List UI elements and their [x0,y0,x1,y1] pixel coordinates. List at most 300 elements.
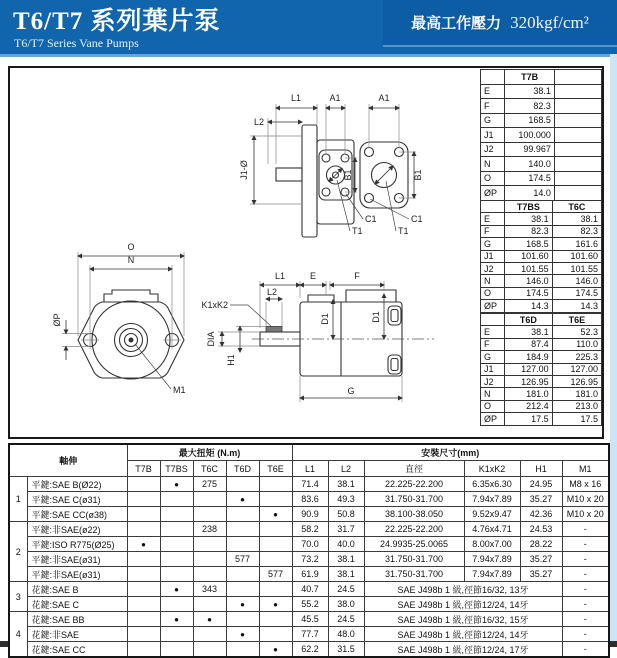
cell: 7.94x7.89 [464,552,520,567]
cell: 31.750-31.700 [364,492,464,507]
group-number: 2 [9,522,27,582]
cell [160,567,193,582]
cell: 35.27 [520,567,562,582]
dim-value: 82.3 [552,225,601,237]
dim-key: J1 [481,128,505,143]
table-row [9,537,609,552]
dim-label-l2-top: L2 [253,117,264,127]
dim-value: 87.4 [505,338,553,350]
cell: SAE J498b 1 級,徑節12/24, 14牙 [364,597,562,612]
dim-label-b1-1: B1 [343,169,353,181]
cell: 24.95 [520,477,562,492]
callout-t1-1: T1 [352,226,363,236]
shaft-type: 平鍵:SAE C(ø31) [27,492,127,507]
dim-row [481,287,602,299]
cell [259,522,292,537]
cell: SAE J498b 1 級,徑節16/32, 15牙 [364,612,562,627]
cell: 31.5 [328,642,364,658]
cell [193,627,226,642]
cell: 275 [193,477,226,492]
cell: 55.2 [292,597,328,612]
dim-value: 17.5 [552,413,601,425]
table-row [9,612,609,627]
dim-label-d1-2: D1 [371,311,381,323]
dim-key: G [481,351,505,363]
col-header: T7B [127,461,160,477]
col-header: T6D [226,461,259,477]
cell: ● [160,612,193,627]
cell [127,522,160,537]
dim-key: N [481,275,505,287]
table-row [9,507,609,522]
dim-label-o: O [127,242,135,252]
cell: 9.52x9.47 [464,507,520,522]
cell: 343 [193,582,226,597]
cell [481,201,505,213]
dim-value: 101.60 [505,250,553,262]
dim-value: 38.1 [505,84,555,99]
dim-key: O [481,171,505,186]
cell [226,642,259,658]
dim-row [481,238,602,250]
dim-row [481,363,602,375]
cell: - [562,642,609,658]
dim-label-a1-1: A1 [329,93,341,103]
dim-value: 168.5 [505,238,553,250]
dim-row [481,375,602,387]
dim-key: O [481,287,505,299]
dim-row [481,186,602,201]
cell: - [562,552,609,567]
cell [259,627,292,642]
dim-row [481,262,602,274]
callout-t1-2: T1 [398,226,409,236]
cell: - [562,522,609,537]
cell [127,567,160,582]
dim-key: ØP [481,413,505,425]
cell [259,477,292,492]
drawing-box [8,66,604,439]
col-header: L2 [328,461,364,477]
dim-row [481,213,602,225]
dim-label-l1-top: L1 [290,93,302,103]
col-header: M1 [562,461,609,477]
cell [226,567,259,582]
dim-row [481,250,602,262]
cell [160,552,193,567]
col-header: T7BS [505,201,553,213]
cell: 38.1 [328,552,364,567]
cell [193,507,226,522]
cell [160,522,193,537]
callout-k1k2: K1xK2 [201,300,228,310]
spec-table [8,443,610,658]
cell [127,477,160,492]
dim-label-f: F [354,271,360,281]
cell: 22.225-22.200 [364,522,464,537]
cell: 58.2 [292,522,328,537]
cell: 31.7 [328,522,364,537]
cell: 4.76x4.71 [464,522,520,537]
cell [226,537,259,552]
cell: SAE J498b 1 級,徑節12/24, 14牙 [364,627,562,642]
cell: 24.5 [328,582,364,597]
cell [127,582,160,597]
cell [127,597,160,612]
dim-value: 140.0 [505,157,555,172]
dim-key: F [481,225,505,237]
dim-value [554,128,601,143]
dim-value [554,186,601,201]
cell [259,582,292,597]
shaft-type: 平鍵:非SAE(ø31) [27,567,127,582]
callout-m1: M1 [173,385,186,395]
top-view-drawing [239,93,423,237]
shaft-type: 花鍵:SAE C [27,597,127,612]
cell: 24.5 [328,612,364,627]
dim-value: 17.5 [505,413,553,425]
dim-value [554,113,601,128]
cell [127,627,160,642]
dim-label-a1-2: A1 [378,93,390,103]
page-title: T6/T7 系列葉片泵 [13,8,221,35]
col-header: T6E [552,314,601,326]
dim-row [481,275,602,287]
cell: 38.1 [328,477,364,492]
cell: 38.1 [328,567,364,582]
dim-value: 181.0 [552,388,601,400]
cell [127,612,160,627]
group-number: 4 [9,612,27,658]
dim-row [481,171,602,186]
cell: - [562,597,609,612]
cell: 24.53 [520,522,562,537]
dim-value: 174.5 [552,287,601,299]
dim-value [554,171,601,186]
cell: 31.750-31.700 [364,567,464,582]
cell [226,582,259,597]
col-header: T6E [259,461,292,477]
cell [160,597,193,612]
shaft-type: 平鍵:非SAE(ø22) [27,522,127,537]
cell: 31.750-31.700 [364,552,464,567]
cell: - [562,627,609,642]
table-row [9,522,609,537]
dim-value: 184.9 [505,351,553,363]
shaft-type: 平鍵:SAE CC(ø38) [27,507,127,522]
dim-value: 161.6 [552,238,601,250]
cell [160,642,193,658]
dim-key: O [481,400,505,412]
cell: - [562,567,609,582]
cell [259,612,292,627]
dim-value: 82.3 [505,99,555,114]
dim-row [481,326,602,338]
dim-label-d1-1: D1 [320,313,330,325]
cell: 90.9 [292,507,328,522]
dim-key: N [481,157,505,172]
dim-value: 181.0 [505,388,553,400]
shaft-type: 花鍵:非SAE [27,627,127,642]
dim-row [481,413,602,425]
cell: 7.94x7.89 [464,492,520,507]
cell: ● [259,642,292,658]
table-row [9,597,609,612]
cell [193,552,226,567]
dim-key: E [481,326,505,338]
dim-row [481,400,602,412]
cell: 238 [193,522,226,537]
cell: ● [226,492,259,507]
cell: SAE J498b 1 級,徑節12/24, 17牙 [364,642,562,658]
dim-row [481,113,602,128]
dim-value: 225.3 [552,351,601,363]
callout-c1-2: C1 [411,214,423,224]
cell: 28.22 [520,537,562,552]
cell: ● [259,507,292,522]
dim-value: 100.000 [505,128,555,143]
cell [160,507,193,522]
cell [127,552,160,567]
dim-value: 14.3 [552,300,601,312]
col-header: 直徑 [364,461,464,477]
dim-key: N [481,388,505,400]
dim-row [481,388,602,400]
dim-key: J2 [481,262,505,274]
cell: - [562,612,609,627]
dim-row [481,300,602,312]
cell: 77.7 [292,627,328,642]
dim-value: 174.5 [505,287,553,299]
col-header: H1 [520,461,562,477]
cell [193,597,226,612]
cell: 24.9935-25.0065 [364,537,464,552]
dim-row [481,128,602,143]
col-header: T6D [505,314,553,326]
dim-value: 52.3 [552,326,601,338]
dim-label-l1-side: L1 [274,271,286,281]
cell [193,492,226,507]
dim-label-g: G [347,386,355,396]
cell: 62.2 [292,642,328,658]
dim-key: J1 [481,363,505,375]
dim-key: J2 [481,375,505,387]
dim-table-t7b [480,69,602,201]
dim-value: 174.5 [505,171,555,186]
table-header-row [9,444,609,461]
dim-row [481,142,602,157]
dim-row [481,99,602,114]
dim-label-h1: H1 [226,354,236,366]
dim-key: ØP [481,300,505,312]
cell [193,567,226,582]
cell: ● [127,537,160,552]
dim-label-l2-side: L2 [266,287,278,297]
cell: SAE J498b 1 級,徑節16/32, 13牙 [364,582,562,597]
shaft-type: 花鍵:SAE B [27,582,127,597]
dim-value: 101.60 [552,250,601,262]
cell: 73.2 [292,552,328,567]
dim-row [481,84,602,99]
dim-value: 126.95 [552,375,601,387]
dim-label-e: E [309,271,317,281]
dim-value [554,99,601,114]
shaft-header: 軸伸 [9,444,127,477]
dim-value: 14.3 [505,300,553,312]
table-row [9,552,609,567]
page-edge-right [610,54,617,641]
cell [160,492,193,507]
cell [193,537,226,552]
callout-c1-1: C1 [365,214,377,224]
cell: 22.225-22.200 [364,477,464,492]
cell: - [562,537,609,552]
cell: M10 x 20 [562,507,609,522]
cell [259,537,292,552]
dim-key: J1 [481,250,505,262]
cell: 49.3 [328,492,364,507]
dim-value: 146.0 [552,275,601,287]
cell: 577 [226,552,259,567]
cell [259,552,292,567]
dim-value: 126.95 [505,375,553,387]
col-header: T6C [552,201,601,213]
table-row [9,627,609,642]
cell [481,70,505,85]
shaft-type: 花鍵:SAE BB [27,612,127,627]
cell: 83.6 [292,492,328,507]
side-view-drawing [201,271,434,402]
shaft-type: 平鍵:非SAE(ø31) [27,552,127,567]
table-row [9,582,609,597]
cell: ● [193,612,226,627]
dim-key: E [481,84,505,99]
dim-value: 38.1 [505,326,553,338]
dim-value: 168.5 [505,113,555,128]
cell [226,612,259,627]
cell [481,314,505,326]
cell: 35.27 [520,552,562,567]
cell: ● [226,627,259,642]
cell [226,507,259,522]
install-header: 安裝尺寸(mm) [292,444,609,461]
cell: ● [226,597,259,612]
cell: ● [259,597,292,612]
page-header [0,0,617,57]
cell: 38.100-38.050 [364,507,464,522]
cell: M8 x 16 [562,477,609,492]
shaft-type: 平鍵:ISO R775(Ø25) [27,537,127,552]
front-view-drawing [52,242,186,395]
cell: 40.7 [292,582,328,597]
dim-value [554,142,601,157]
max-pressure-label: 最高工作壓力 [411,15,502,32]
dim-row [481,157,602,172]
cell: 35.27 [520,492,562,507]
table-row [9,642,609,658]
cell: ● [160,477,193,492]
cell: 70.0 [292,537,328,552]
dim-key: F [481,99,505,114]
dim-value: 127.00 [505,363,553,375]
dim-value: 99.967 [505,142,555,157]
max-pressure-value: 320kgf/cm² [510,12,589,32]
table-row [9,567,609,582]
max-pressure-box [383,0,617,47]
table-row [9,492,609,507]
cell: 50.8 [328,507,364,522]
dim-value: 101.55 [505,262,553,274]
dim-row [481,225,602,237]
dim-key: G [481,238,505,250]
cell [226,522,259,537]
dim-value: 38.1 [552,213,601,225]
dim-key: F [481,338,505,350]
cell [127,642,160,658]
col-header: L1 [292,461,328,477]
dim-key: J2 [481,142,505,157]
cell: 40.0 [328,537,364,552]
col-header: T7B [505,70,555,85]
dim-table-t7bs-t6c [480,200,602,313]
cell [226,477,259,492]
dim-table-t6d-t6e [480,313,602,426]
torque-header: 最大扭矩 (N.m) [127,444,292,461]
dim-value: 38.1 [505,213,553,225]
cell: M10 x 20 [562,492,609,507]
cell: 42.36 [520,507,562,522]
group-number: 1 [9,477,27,522]
cell [127,507,160,522]
col-header: K1xK2 [464,461,520,477]
cell: 7.94x7.89 [464,567,520,582]
group-number: 3 [9,582,27,612]
dim-key: ØP [481,186,505,201]
dim-value: 110.0 [552,338,601,350]
cell [259,492,292,507]
dim-key: E [481,213,505,225]
dim-row [481,338,602,350]
cell: 48.0 [328,627,364,642]
dim-value [554,84,601,99]
cell: 45.5 [292,612,328,627]
dim-key: G [481,113,505,128]
dim-row [481,351,602,363]
table-row [9,477,609,492]
shaft-type: 平鍵:SAE B(Ø22) [27,477,127,492]
col-header [554,70,601,85]
dim-label-op: ØP [52,313,62,327]
cell [127,492,160,507]
dim-label-j1: J1-Ø [239,160,249,180]
col-header: T6C [193,461,226,477]
cell: 8.00x7.00 [464,537,520,552]
dim-value [554,157,601,172]
dim-label-n: N [127,255,135,265]
shaft-type: 花鍵:SAE CC [27,642,127,658]
cell: 71.4 [292,477,328,492]
col-header: T7BS [160,461,193,477]
cell: ● [160,582,193,597]
dim-value: 146.0 [505,275,553,287]
dim-value: 127.00 [552,363,601,375]
cell [193,642,226,658]
cell: 577 [259,567,292,582]
cell [160,627,193,642]
dim-value: 101.55 [552,262,601,274]
cell [160,537,193,552]
dim-value: 14.0 [505,186,555,201]
